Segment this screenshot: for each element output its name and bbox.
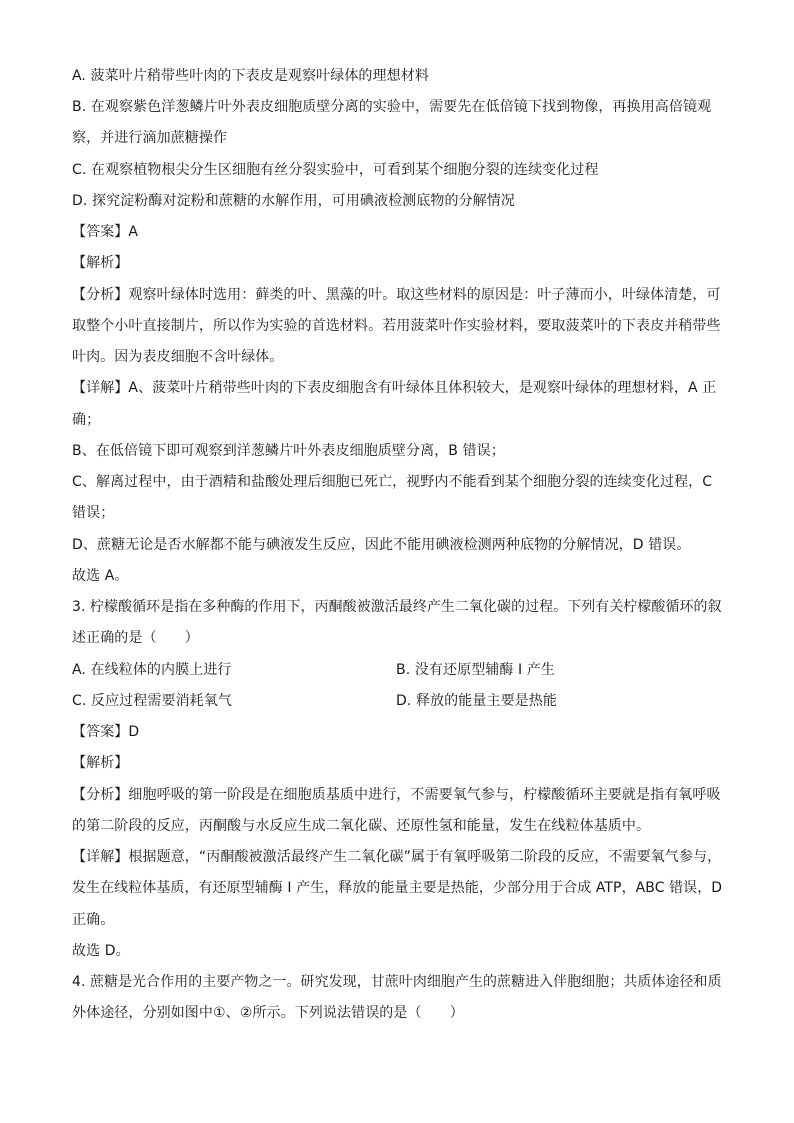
q2-option-b-line1: B. 在观察紫色洋葱鳞片叶外表皮细胞质壁分离的实验中，需要先在低倍镜下找到物像，再换用高倍镜观: [72, 99, 712, 115]
q2-answer: 【答案】A: [72, 224, 139, 240]
q2-analysis-heading: 【解析】: [72, 255, 129, 271]
q2-fenxi-line2: 取整个小叶直接制片，所以作为实验的首选材料。若用菠菜叶作实验材料，要取菠菜叶的下表皮并稍带些: [72, 318, 721, 334]
q3-option-d: D. 释放的能量主要是热能: [396, 693, 557, 709]
q2-xiangjie-line2: 确；: [72, 412, 101, 428]
q3-analysis-heading: 【解析】: [72, 755, 129, 771]
q2-fenxi-line3: 叶肉。因为表皮细胞不含叶绿体。: [72, 349, 284, 365]
q3-fenxi-line1: 【分析】细胞呼吸的第一阶段是在细胞质基质中进行，不需要氧气参与，柠檬酸循环主要就是指有氧呼吸: [72, 787, 721, 803]
q2-xiangjie-line6: D、蔗糖无论是否水解都不能与碘液发生反应，因此不能用碘液检测两种底物的分解情况，D 错误。: [72, 537, 691, 553]
q2-xiangjie-line3: B、在低倍镜下即可观察到洋葱鳞片叶外表皮细胞质壁分离，B 错误；: [72, 443, 505, 459]
q2-option-d: D. 探究淀粉酶对淀粉和蔗糖的水解作用，可用碘液检测底物的分解情况: [72, 193, 515, 209]
q3-xiangjie-line3: 正确。: [72, 912, 115, 928]
q3-option-c: C. 反应过程需要消耗氧气: [72, 693, 232, 709]
q2-xiangjie-line1: 【详解】A、菠菜叶片稍带些叶肉的下表皮细胞含有叶绿体且体积较大，是观察叶绿体的理想材料，A 正: [72, 380, 717, 396]
q3-conclusion: 故选 D。: [72, 943, 130, 959]
q3-stem-line1: 3. 柠檬酸循环是指在多种酶的作用下，丙酮酸被激活最终产生二氧化碳的过程。下列有关柠檬酸循环的叙: [72, 599, 722, 615]
q2-xiangjie-line5: 错误；: [72, 505, 115, 521]
q2-fenxi-line1: 【分析】观察叶绿体时选用：藓类的叶、黑藻的叶。取这些材料的原因是：叶子薄而小，叶绿体清楚，可: [72, 287, 721, 303]
q4-stem-line2: 外体途径，分别如图中①、②所示。下列说法错误的是（ ）: [72, 1005, 464, 1021]
q3-fenxi-line2: 的第二阶段的反应，丙酮酸与水反应生成二氧化碳、还原性氢和能量，发生在线粒体基质中。: [72, 818, 651, 834]
q2-option-a: A. 菠菜叶片稍带些叶肉的下表皮是观察叶绿体的理想材料: [72, 68, 429, 84]
q2-option-b-line2: 察，并进行滴加蔗糖操作: [72, 130, 228, 146]
q2-conclusion: 故选 A。: [72, 568, 129, 584]
q3-answer: 【答案】D: [72, 724, 140, 740]
q3-option-b: B. 没有还原型辅酶 I 产生: [396, 662, 556, 678]
q3-option-a: A. 在线粒体的内膜上进行: [72, 662, 232, 678]
q2-option-c: C. 在观察植物根尖分生区细胞有丝分裂实验中，可看到某个细胞分裂的连续变化过程: [72, 162, 599, 178]
q3-xiangjie-line1: 【详解】根据题意，“丙酮酸被激活最终产生二氧化碳”属于有氧呼吸第二阶段的反应，不需要氧气参与，: [72, 849, 722, 865]
q2-xiangjie-line4: C、解离过程中，由于酒精和盐酸处理后细胞已死亡，视野内不能看到某个细胞分裂的连续变化过程，C: [72, 474, 713, 490]
q4-stem-line1: 4. 蔗糖是光合作用的主要产物之一。研究发现，甘蔗叶肉细胞产生的蔗糖进入伴胞细胞；共质体途径和质: [72, 974, 722, 990]
q3-xiangjie-line2: 发生在线粒体基质，有还原型辅酶 I 产生，释放的能量主要是热能，少部分用于合成 ATP，ABC 错误，D: [72, 880, 723, 896]
q3-stem-line2: 述正确的是（ ）: [72, 630, 199, 646]
